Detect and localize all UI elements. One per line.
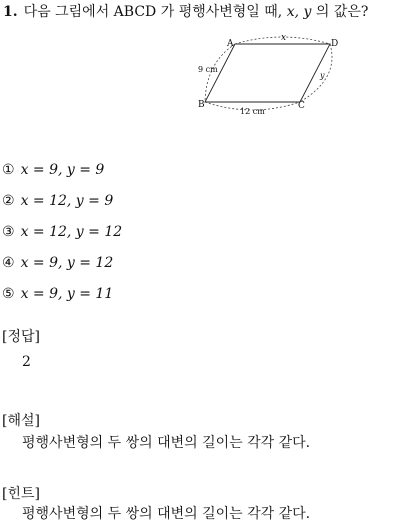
option-3-number: ③ (2, 224, 15, 240)
option-1[interactable] (2, 162, 104, 178)
hint-text: 평행사변형의 두 쌍의 대변의 길이는 각각 같다. (22, 506, 311, 522)
vertex-label-d: D (331, 39, 339, 49)
option-2-expr: x = 12, y = 9 (20, 193, 114, 209)
question-text-after: 의 값은? (311, 4, 369, 20)
vertex-label-c: C (298, 101, 305, 111)
explanation-label: [해설] (2, 413, 40, 429)
option-2[interactable] (2, 193, 113, 209)
side-label-top: x (281, 33, 287, 43)
side-label-left: 9 cm (198, 65, 218, 74)
hint-label: [힌트] (2, 486, 40, 502)
answer-label: [정답] (2, 329, 40, 345)
side-label-right: y (320, 71, 325, 80)
side-label-bottom: 12 cm (240, 107, 265, 116)
vertex-label-b: B (198, 100, 205, 110)
option-2-number: ② (2, 193, 15, 209)
option-4-number: ④ (2, 255, 15, 271)
option-4[interactable] (2, 255, 113, 271)
option-3[interactable] (2, 224, 122, 240)
option-5-number: ⑤ (2, 286, 15, 302)
option-4-expr: x = 9, y = 12 (20, 255, 114, 271)
option-1-expr: x = 9, y = 9 (20, 162, 105, 178)
answer-value: 2 (22, 354, 31, 370)
parallelogram-shape (205, 44, 330, 102)
option-3-expr: x = 12, y = 12 (20, 224, 123, 240)
vertex-label-a: A (227, 39, 234, 49)
option-5[interactable] (2, 286, 113, 302)
question-number: 1. (3, 4, 18, 20)
explanation-text: 평행사변형의 두 쌍의 대변의 길이는 각각 같다. (22, 435, 311, 451)
option-1-number: ① (2, 162, 15, 178)
option-5-expr: x = 9, y = 11 (20, 286, 114, 302)
question-title (3, 1, 368, 21)
question-text-before: 다음 그림에서 ABCD 가 평행사변형일 때, (23, 4, 287, 20)
parallelogram-figure (192, 28, 342, 120)
question-vars: x, y (286, 4, 312, 20)
